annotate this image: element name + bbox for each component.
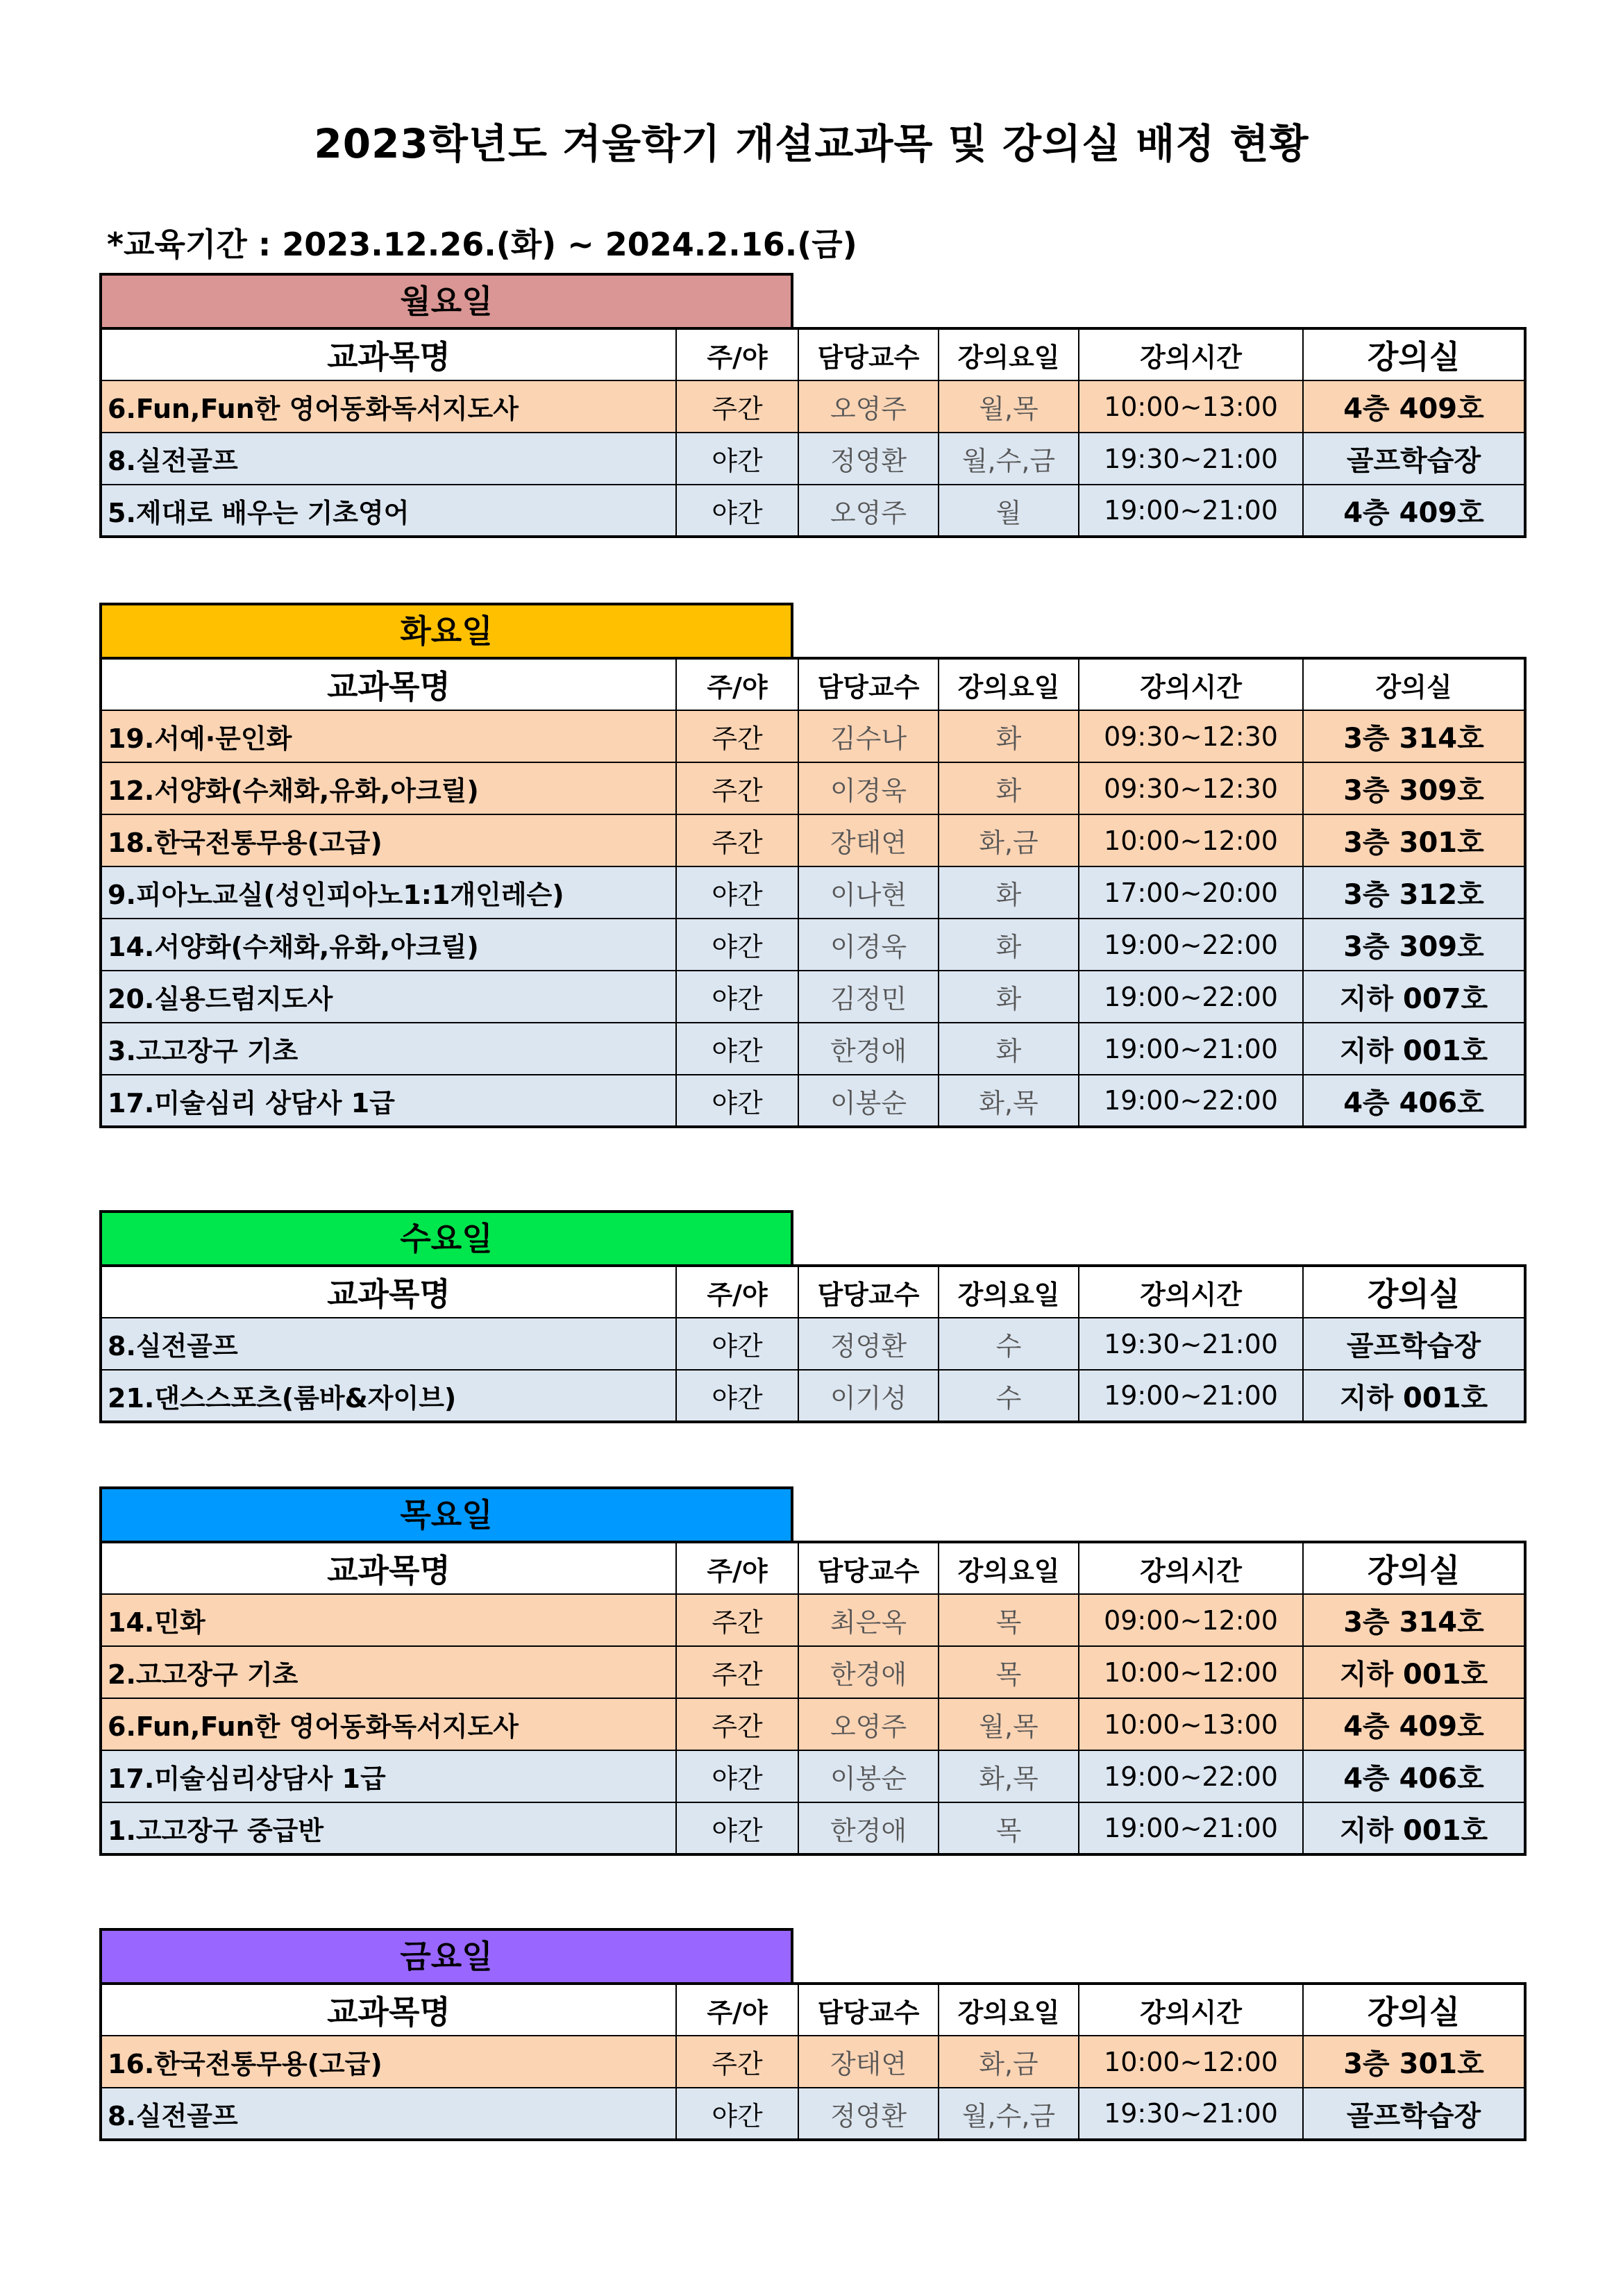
header-time: 강의시간 [1079, 1542, 1303, 1594]
table-row [101, 380, 1525, 433]
cell-professor: 최은옥 [798, 1594, 939, 1646]
table-row [101, 814, 1525, 866]
cell-room: 3층 301호 [1303, 2036, 1525, 2088]
cell-time: 19:00~21:00 [1079, 1023, 1303, 1075]
header-professor: 담당교수 [798, 658, 939, 710]
cell-time: 19:00~22:00 [1079, 971, 1303, 1023]
header-daynight: 주/야 [676, 1266, 798, 1318]
cell-professor: 한경애 [798, 1802, 939, 1854]
cell-room: 3층 314호 [1303, 1594, 1525, 1646]
cell-room: 3층 309호 [1303, 762, 1525, 814]
header-subject: 교과목명 [101, 658, 676, 710]
table-row [101, 1802, 1525, 1854]
cell-professor: 이나현 [798, 866, 939, 919]
cell-professor: 오영주 [798, 1698, 939, 1750]
cell-days: 목 [939, 1802, 1079, 1854]
table-header-row [101, 658, 1525, 710]
cell-daynight: 야간 [676, 1318, 798, 1370]
cell-time: 10:00~13:00 [1079, 1698, 1303, 1750]
cell-daynight: 야간 [676, 919, 798, 971]
cell-subject: 9.피아노교실(성인피아노1:1개인레슨) [101, 866, 676, 919]
table-row [101, 866, 1525, 919]
cell-room: 지하 001호 [1303, 1646, 1525, 1698]
cell-room: 지하 001호 [1303, 1802, 1525, 1854]
cell-subject: 8.실전골프 [101, 1318, 676, 1370]
cell-time: 19:30~21:00 [1079, 1318, 1303, 1370]
cell-time: 10:00~12:00 [1079, 2036, 1303, 2088]
cell-daynight: 야간 [676, 2088, 798, 2140]
table-header-row [101, 1984, 1525, 2036]
cell-daynight: 야간 [676, 1370, 798, 1422]
cell-room: 4층 406호 [1303, 1750, 1525, 1802]
cell-subject: 18.한국전통무용(고급) [101, 814, 676, 866]
table-header-row [101, 1266, 1525, 1318]
cell-days: 화 [939, 919, 1079, 971]
table-row [101, 710, 1525, 762]
cell-daynight: 야간 [676, 1750, 798, 1802]
header-days: 강의요일 [939, 328, 1079, 380]
cell-days: 화 [939, 1023, 1079, 1075]
cell-professor: 정영환 [798, 433, 939, 485]
table-row [101, 2088, 1525, 2140]
table-row [101, 971, 1525, 1023]
cell-subject: 6.Fun,Fun한 영어동화독서지도사 [101, 1698, 676, 1750]
cell-subject: 5.제대로 배우는 기초영어 [101, 485, 676, 537]
cell-time: 10:00~12:00 [1079, 1646, 1303, 1698]
cell-days: 화 [939, 866, 1079, 919]
cell-days: 수 [939, 1318, 1079, 1370]
cell-subject: 2.고고장구 기초 [101, 1646, 676, 1698]
cell-days: 화 [939, 762, 1079, 814]
header-subject: 교과목명 [101, 1266, 676, 1318]
cell-room: 골프학습장 [1303, 2088, 1525, 2140]
table-row [101, 1698, 1525, 1750]
cell-subject: 17.미술심리상담사 1급 [101, 1750, 676, 1802]
cell-time: 09:30~12:30 [1079, 710, 1303, 762]
cell-daynight: 야간 [676, 971, 798, 1023]
cell-professor: 한경애 [798, 1023, 939, 1075]
table-row [101, 433, 1525, 485]
cell-time: 09:00~12:00 [1079, 1594, 1303, 1646]
cell-subject: 14.서양화(수채화,유화,아크릴) [101, 919, 676, 971]
header-time: 강의시간 [1079, 658, 1303, 710]
cell-time: 19:00~21:00 [1079, 1802, 1303, 1854]
table-row [101, 1594, 1525, 1646]
day-header: 월요일 [99, 273, 793, 327]
cell-daynight: 주간 [676, 1646, 798, 1698]
cell-room: 지하 001호 [1303, 1370, 1525, 1422]
cell-subject: 8.실전골프 [101, 2088, 676, 2140]
table-header-row [101, 328, 1525, 380]
header-daynight: 주/야 [676, 1984, 798, 2036]
cell-days: 화 [939, 971, 1079, 1023]
schedule-table [99, 657, 1527, 1128]
cell-time: 19:00~21:00 [1079, 1370, 1303, 1422]
cell-daynight: 주간 [676, 380, 798, 433]
cell-time: 09:30~12:30 [1079, 762, 1303, 814]
cell-professor: 정영환 [798, 1318, 939, 1370]
cell-subject: 21.댄스스포츠(룸바&자이브) [101, 1370, 676, 1422]
cell-days: 화,목 [939, 1075, 1079, 1127]
schedule-table [99, 327, 1527, 538]
day-section [99, 603, 1524, 1128]
cell-professor: 이기성 [798, 1370, 939, 1422]
header-subject: 교과목명 [101, 328, 676, 380]
cell-days: 월,수,금 [939, 2088, 1079, 2140]
cell-daynight: 주간 [676, 2036, 798, 2088]
header-room: 강의실 [1303, 328, 1525, 380]
cell-days: 월,목 [939, 380, 1079, 433]
cell-time: 19:00~21:00 [1079, 485, 1303, 537]
cell-subject: 19.서예·문인화 [101, 710, 676, 762]
table-row [101, 919, 1525, 971]
header-days: 강의요일 [939, 658, 1079, 710]
day-section [99, 1928, 1524, 2141]
cell-room: 지하 001호 [1303, 1023, 1525, 1075]
schedule-table [99, 1541, 1527, 1856]
header-room: 강의실 [1303, 1266, 1525, 1318]
cell-time: 19:30~21:00 [1079, 433, 1303, 485]
cell-room: 3층 314호 [1303, 710, 1525, 762]
table-row [101, 1646, 1525, 1698]
cell-days: 화,금 [939, 814, 1079, 866]
header-room: 강의실 [1303, 1542, 1525, 1594]
cell-subject: 8.실전골프 [101, 433, 676, 485]
education-period: *교육기간 : 2023.12.26.(화) ~ 2024.2.16.(금) [107, 226, 857, 263]
table-header-row [101, 1542, 1525, 1594]
day-header: 화요일 [99, 603, 793, 657]
cell-room: 골프학습장 [1303, 433, 1525, 485]
table-row [101, 762, 1525, 814]
cell-room: 3층 309호 [1303, 919, 1525, 971]
cell-days: 화,금 [939, 2036, 1079, 2088]
cell-professor: 정영환 [798, 2088, 939, 2140]
cell-daynight: 주간 [676, 710, 798, 762]
header-room: 강의실 [1303, 658, 1525, 710]
cell-daynight: 주간 [676, 762, 798, 814]
cell-room: 3층 301호 [1303, 814, 1525, 866]
cell-subject: 20.실용드럼지도사 [101, 971, 676, 1023]
table-row [101, 485, 1525, 537]
cell-time: 19:00~22:00 [1079, 919, 1303, 971]
cell-professor: 이경욱 [798, 919, 939, 971]
table-row [101, 1075, 1525, 1127]
table-row [101, 1370, 1525, 1422]
cell-subject: 6.Fun,Fun한 영어동화독서지도사 [101, 380, 676, 433]
cell-professor: 김정민 [798, 971, 939, 1023]
cell-room: 지하 007호 [1303, 971, 1525, 1023]
header-days: 강의요일 [939, 1984, 1079, 2036]
header-daynight: 주/야 [676, 1542, 798, 1594]
day-section [99, 1210, 1524, 1423]
header-subject: 교과목명 [101, 1984, 676, 2036]
cell-time: 10:00~12:00 [1079, 814, 1303, 866]
header-daynight: 주/야 [676, 328, 798, 380]
cell-time: 19:00~22:00 [1079, 1075, 1303, 1127]
day-section [99, 1486, 1524, 1856]
table-row [101, 2036, 1525, 2088]
cell-daynight: 주간 [676, 1698, 798, 1750]
cell-days: 목 [939, 1594, 1079, 1646]
cell-professor: 이봉순 [798, 1750, 939, 1802]
cell-professor: 김수나 [798, 710, 939, 762]
cell-room: 4층 406호 [1303, 1075, 1525, 1127]
day-header: 목요일 [99, 1486, 793, 1541]
cell-daynight: 야간 [676, 1023, 798, 1075]
day-section [99, 273, 1524, 538]
cell-professor: 한경애 [798, 1646, 939, 1698]
header-room: 강의실 [1303, 1984, 1525, 2036]
cell-room: 4층 409호 [1303, 485, 1525, 537]
cell-room: 4층 409호 [1303, 380, 1525, 433]
schedule-table [99, 1982, 1527, 2141]
cell-daynight: 야간 [676, 485, 798, 537]
header-daynight: 주/야 [676, 658, 798, 710]
cell-days: 월 [939, 485, 1079, 537]
cell-daynight: 주간 [676, 1594, 798, 1646]
cell-days: 화,목 [939, 1750, 1079, 1802]
cell-subject: 3.고고장구 기초 [101, 1023, 676, 1075]
cell-time: 19:30~21:00 [1079, 2088, 1303, 2140]
table-row [101, 1318, 1525, 1370]
cell-daynight: 주간 [676, 814, 798, 866]
cell-subject: 14.민화 [101, 1594, 676, 1646]
cell-days: 목 [939, 1646, 1079, 1698]
cell-room: 4층 409호 [1303, 1698, 1525, 1750]
cell-subject: 16.한국전통무용(고급) [101, 2036, 676, 2088]
cell-room: 골프학습장 [1303, 1318, 1525, 1370]
table-row [101, 1023, 1525, 1075]
header-days: 강의요일 [939, 1266, 1079, 1318]
cell-subject: 17.미술심리 상담사 1급 [101, 1075, 676, 1127]
cell-daynight: 야간 [676, 866, 798, 919]
cell-room: 3층 312호 [1303, 866, 1525, 919]
header-days: 강의요일 [939, 1542, 1079, 1594]
cell-professor: 이경욱 [798, 762, 939, 814]
cell-professor: 장태연 [798, 2036, 939, 2088]
cell-time: 19:00~22:00 [1079, 1750, 1303, 1802]
header-professor: 담당교수 [798, 328, 939, 380]
header-time: 강의시간 [1079, 1984, 1303, 2036]
cell-professor: 이봉순 [798, 1075, 939, 1127]
schedule-table [99, 1264, 1527, 1423]
cell-daynight: 야간 [676, 1802, 798, 1854]
day-header: 수요일 [99, 1210, 793, 1264]
header-subject: 교과목명 [101, 1542, 676, 1594]
cell-professor: 오영주 [798, 485, 939, 537]
cell-days: 수 [939, 1370, 1079, 1422]
cell-time: 17:00~20:00 [1079, 866, 1303, 919]
cell-professor: 장태연 [798, 814, 939, 866]
cell-daynight: 야간 [676, 433, 798, 485]
cell-professor: 오영주 [798, 380, 939, 433]
header-professor: 담당교수 [798, 1542, 939, 1594]
table-row [101, 1750, 1525, 1802]
cell-time: 10:00~13:00 [1079, 380, 1303, 433]
header-time: 강의시간 [1079, 328, 1303, 380]
cell-days: 월,목 [939, 1698, 1079, 1750]
cell-daynight: 야간 [676, 1075, 798, 1127]
header-professor: 담당교수 [798, 1266, 939, 1318]
cell-subject: 1.고고장구 중급반 [101, 1802, 676, 1854]
cell-days: 월,수,금 [939, 433, 1079, 485]
cell-days: 화 [939, 710, 1079, 762]
page-title: 2023학년도 겨울학기 개설교과목 및 강의실 배정 현황 [314, 120, 1309, 167]
header-time: 강의시간 [1079, 1266, 1303, 1318]
header-professor: 담당교수 [798, 1984, 939, 2036]
day-header: 금요일 [99, 1928, 793, 1982]
cell-subject: 12.서양화(수채화,유화,아크릴) [101, 762, 676, 814]
